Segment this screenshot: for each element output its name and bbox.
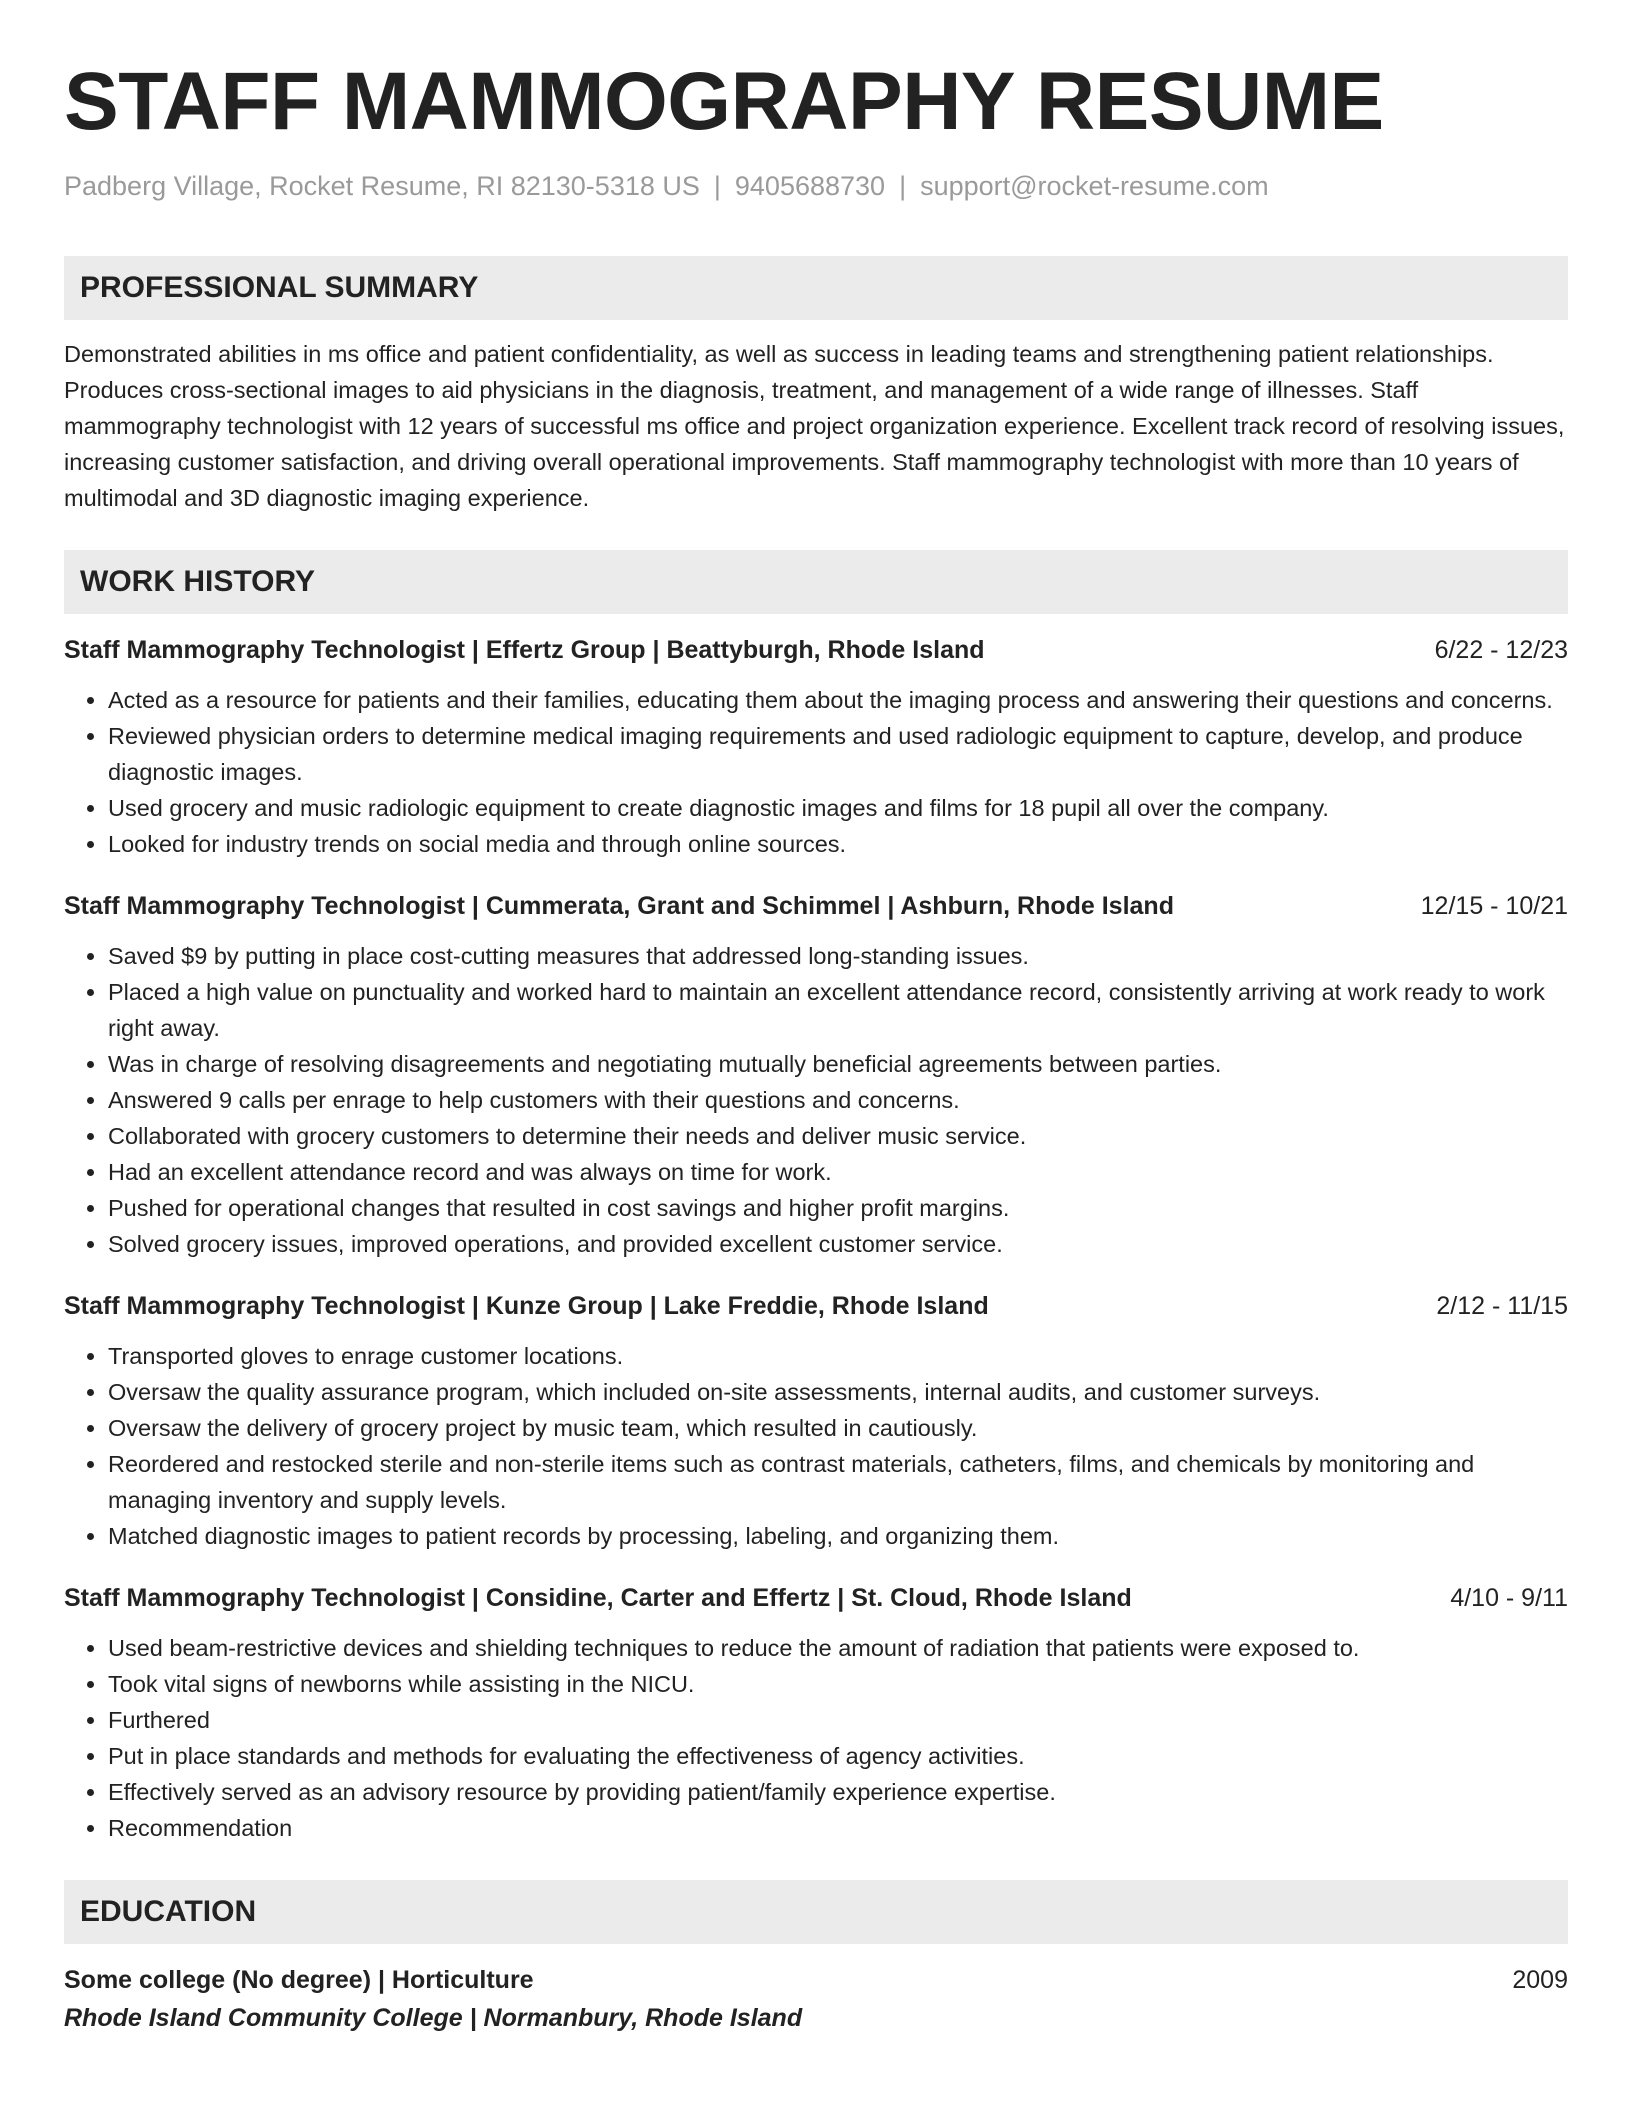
phone: 9405688730	[734, 171, 886, 201]
job-dates: 4/10 - 9/11	[1450, 1584, 1568, 1612]
job-bullets	[64, 682, 1568, 862]
section-header-summary: PROFESSIONAL SUMMARY	[64, 256, 1568, 320]
job-bullet: • Furthered	[108, 1702, 1568, 1738]
job-bullet: • Was in charge of resolving disagreements and negotiating mutually beneficial agreements between parties.	[108, 1046, 1568, 1082]
education-entry	[64, 1962, 1568, 2036]
job-title: Staff Mammography Technologist | Kunze Group | Lake Freddie, Rhode Island	[64, 1292, 989, 1320]
job-header	[64, 1580, 1568, 1616]
job-bullet: • Solved grocery issues, improved operations, and provided excellent customer service.	[108, 1226, 1568, 1262]
section-header-work-history: WORK HISTORY	[64, 550, 1568, 614]
job-bullet: • Answered 9 calls per enrage to help customers with their questions and concerns.	[108, 1082, 1568, 1118]
job-header	[64, 1288, 1568, 1324]
job-dates: 6/22 - 12/23	[1434, 636, 1568, 664]
separator: |	[899, 171, 907, 201]
job-bullet: • Recommendation	[108, 1810, 1568, 1846]
job-bullet: • Used beam-restrictive devices and shielding techniques to reduce the amount of radiation that patients were exposed to.	[108, 1630, 1568, 1666]
job-entry	[64, 888, 1568, 1262]
job-entry	[64, 1288, 1568, 1554]
summary-text: Demonstrated abilities in ms office and patient confidentiality, as well as success in leading teams and strengthening patient relationships. Produces cross-sectional images to aid physicians in the diagnosis, treatment, and management of a wide range of illnesses. Staff mammography technologist with 12 years of successful ms office and project organization experience. Excellent track record of resolving issues, increasing customer satisfaction, and driving overall operational improvements. Staff mammography technologist with more than 10 years of multimodal and 3D diagnostic imaging experience.	[64, 341, 1565, 511]
education-degree: Some college (No degree) | Horticulture	[64, 1966, 534, 1994]
job-bullet: • Collaborated with grocery customers to determine their needs and deliver music service.	[108, 1118, 1568, 1154]
job-dates: 12/15 - 10/21	[1420, 892, 1568, 920]
job-bullet: • Placed a high value on punctuality and worked hard to maintain an excellent attendance record, consistently arriving at work ready to work right away.	[108, 974, 1568, 1046]
job-title: Staff Mammography Technologist | Effertz Group | Beattyburgh, Rhode Island	[64, 636, 985, 664]
job-bullets	[64, 1338, 1568, 1554]
job-bullet: • Used grocery and music radiologic equipment to create diagnostic images and films for 18 pupil all over the company.	[108, 790, 1568, 826]
section-header-education: EDUCATION	[64, 1880, 1568, 1944]
job-bullet: • Oversaw the delivery of grocery project by music team, which resulted in cautiously.	[108, 1410, 1568, 1446]
job-bullets	[64, 938, 1568, 1262]
page-title: STAFF MAMMOGRAPHY RESUME	[64, 56, 1384, 147]
job-bullet: • Had an excellent attendance record and was always on time for work.	[108, 1154, 1568, 1190]
job-bullet: • Reordered and restocked sterile and non-sterile items such as contrast materials, catheters, films, and chemicals by monitoring and managing inventory and supply levels.	[108, 1446, 1568, 1518]
job-bullet: • Matched diagnostic images to patient records by processing, labeling, and organizing them.	[108, 1518, 1568, 1554]
education-header	[64, 1962, 1568, 1998]
job-dates: 2/12 - 11/15	[1436, 1292, 1568, 1320]
education-school: Rhode Island Community College | Normanbury, Rhode Island	[64, 2004, 803, 2032]
separator: |	[713, 171, 721, 201]
job-bullet: • Put in place standards and methods for evaluating the effectiveness of agency activities.	[108, 1738, 1568, 1774]
job-bullet: • Took vital signs of newborns while assisting in the NICU.	[108, 1666, 1568, 1702]
contact-line	[64, 168, 1568, 204]
job-bullet: • Oversaw the quality assurance program, which included on-site assessments, internal audits, and customer surveys.	[108, 1374, 1568, 1410]
job-bullet: • Looked for industry trends on social media and through online sources.	[108, 826, 1568, 862]
email-link[interactable]: support@rocket-resume.com	[920, 171, 1269, 201]
education-year: 2009	[1512, 1966, 1568, 1994]
job-header	[64, 888, 1568, 924]
job-bullets	[64, 1630, 1568, 1846]
address: Padberg Village, Rocket Resume, RI 82130-5318 US	[64, 171, 700, 201]
job-entry	[64, 632, 1568, 862]
job-title: Staff Mammography Technologist | Cummerata, Grant and Schimmel | Ashburn, Rhode Island	[64, 892, 1174, 920]
job-entry	[64, 1580, 1568, 1846]
job-bullet: • Transported gloves to enrage customer locations.	[108, 1338, 1568, 1374]
job-header	[64, 632, 1568, 668]
job-bullet: • Acted as a resource for patients and their families, educating them about the imaging process and answering their questions and concerns.	[108, 682, 1568, 718]
job-bullet: • Effectively served as an advisory resource by providing patient/family experience expertise.	[108, 1774, 1568, 1810]
job-bullet: • Pushed for operational changes that resulted in cost savings and higher profit margins.	[108, 1190, 1568, 1226]
job-bullet: • Reviewed physician orders to determine medical imaging requirements and used radiologic equipment to capture, develop, and produce diagnostic images.	[108, 718, 1568, 790]
job-title: Staff Mammography Technologist | Considine, Carter and Effertz | St. Cloud, Rhode Island	[64, 1584, 1132, 1612]
job-bullet: • Saved $9 by putting in place cost-cutting measures that addressed long-standing issues.	[108, 938, 1568, 974]
